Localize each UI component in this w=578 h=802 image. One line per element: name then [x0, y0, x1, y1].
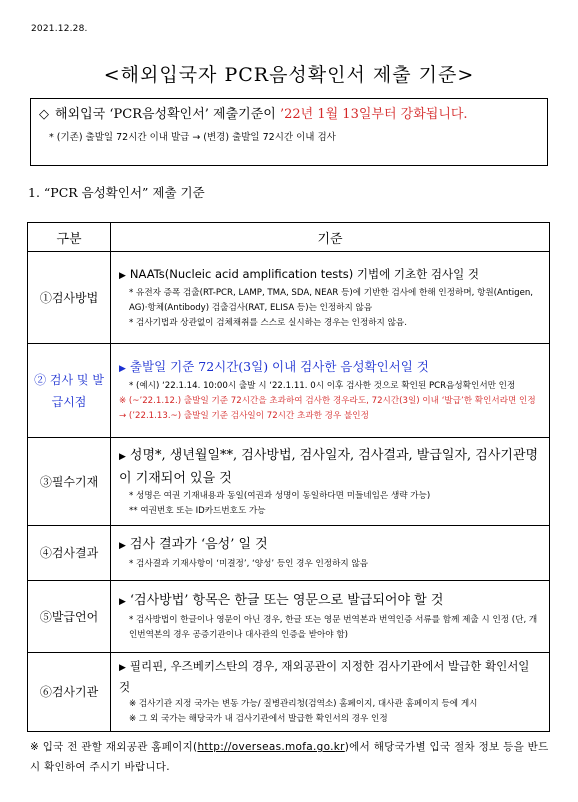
main-text: 검사 결과가 ‘음성’ 일 것 — [129, 537, 268, 552]
row-content — [111, 581, 550, 653]
main-text: 출발일 기준 72시간(3일) 이내 검사한 음성확인서일 것 — [129, 359, 429, 374]
row-main-criterion — [119, 590, 543, 613]
row-note: * 검사방법이 한글이나 영문이 아닌 경우, 한글 또는 영문 번역본과 번역인증 서류를 함께 제출 시 인정 (단, 개인번역본의 경우 공증기관이나 대사관의 인증을 받아야 함) — [129, 615, 538, 640]
row-note: ※ 그 외 국가는 해당국가 내 검사기관에서 발급한 확인서의 경우 인정 — [129, 714, 388, 724]
row-content — [111, 526, 550, 581]
row-category: ①검사방법 — [28, 252, 111, 344]
main-text: NAATs(Nucleic acid amplification tests) 기법에 기초한 검사일 것 — [129, 266, 479, 281]
main-text: ‘검사방법’ 항목은 한글 또는 영문으로 발급되어야 할 것 — [129, 593, 444, 608]
row-category: ② 검사 및 발급시점 — [28, 344, 111, 438]
criteria-table — [27, 222, 550, 732]
diamond-icon: ◇ — [39, 107, 49, 122]
row-note: * (예시) ‘22.1.14. 10:00시 출발 시 ‘22.1.11. 0시 이후 검사한 것으로 확인된 PCR음성확인서만 인정 — [129, 381, 516, 391]
row-category: ⑤발급언어 — [28, 581, 111, 653]
notice-highlight: ’22년 1월 13일부터 강화됩니다. — [279, 107, 468, 122]
triangle-bullet-icon: ▶ — [119, 541, 126, 551]
table-row — [28, 526, 550, 581]
document-title: <해외입국자 PCR음성확인서 제출 기준> — [103, 64, 475, 86]
footer-text-after: )에서 해당국가별 입국 절차 정보 등을 반드시 확인하여 주시기 바랍니다. — [30, 741, 549, 773]
notice-headline — [39, 104, 539, 125]
header-category: 구분 — [28, 223, 111, 252]
triangle-bullet-icon: ▶ — [119, 270, 126, 281]
row-category: ③필수기재 — [28, 438, 111, 526]
table-header-row — [28, 223, 550, 252]
row-note: * 유전자 증폭 검출(RT-PCR, LAMP, TMA, SDA, NEAR 등)에 기반한 검사에 한해 인정하며, 항원(Antigen, AG)·항체(Antibody) 검출검사(RAT, ELISA 등)는 인정하지 않음 — [129, 287, 534, 313]
notice-prefix: 해외입국 ‘PCR음성확인서’ 제출기준이 — [55, 107, 276, 122]
row-note: ※ 검사기관 지정 국가는 변동 가능/ 질병관리청(검역소) 홈페이지, 대사관 홈페이지 등에 게시 — [129, 699, 478, 709]
document-date: 2021.12.28. — [31, 24, 88, 34]
row-note: ** 여권번호 또는 ID카드번호도 가능 — [129, 505, 266, 516]
notice-box — [30, 98, 548, 166]
table-row — [28, 252, 550, 344]
row-main-criterion — [119, 534, 543, 557]
row-content — [111, 252, 550, 344]
row-main-criterion — [119, 265, 543, 286]
row-note: * 검사결과 기재사항이 ‘미결정’, ‘양성’ 등인 경우 인정하지 않음 — [129, 559, 369, 569]
row-content — [111, 438, 550, 526]
footer-text-before: ※ 입국 전 관할 재외공관 홈페이지( — [30, 741, 198, 753]
row-category: ④검사결과 — [28, 526, 111, 581]
row-content — [111, 344, 550, 438]
row-main-criterion — [119, 357, 543, 379]
table-row — [28, 438, 550, 526]
table-row — [28, 344, 550, 438]
row-content — [111, 653, 550, 732]
triangle-bullet-icon: ▶ — [119, 451, 126, 462]
triangle-bullet-icon: ▶ — [119, 597, 126, 607]
notice-detail: * (기존) 출발일 72시간 이내 발급 → (변경) 출발일 72시간 이내 검사 — [49, 132, 336, 143]
row-red-note: ※ (~’22.1.12.) 출발일 기준 72시간을 초과하여 검사한 경우라도, 72시간(3일) 이내 ‘발급’한 확인서라면 인정 → (’22.1.13.~) 출발일 기준 검사일이 72시간 초과한 경우 불인정 — [119, 396, 536, 421]
triangle-bullet-icon: ▶ — [119, 663, 126, 673]
row-note: * 검사기법과 상관없이 검체채취를 스스로 실시하는 경우는 인정하지 않음. — [129, 317, 407, 328]
row-note: * 성명은 여권 기재내용과 동일(여권과 성명이 동일하다면 미들네임은 생략 가능) — [129, 490, 431, 501]
embassy-link[interactable]: http://overseas.mofa.go.kr — [197, 741, 345, 753]
row-main-criterion — [119, 445, 543, 489]
main-text: 필리핀, 우즈베키스탄의 경우, 재외공관이 지정한 검사기관에서 발급한 확인서일 것 — [119, 659, 530, 694]
triangle-bullet-icon: ▶ — [119, 364, 126, 374]
main-text: 성명*, 생년월일**, 검사방법, 검사일자, 검사결과, 발급일자, 검사기관명이 기재되어 있을 것 — [119, 447, 539, 486]
section-heading: 1. “PCR 음성확인서” 제출 기준 — [28, 185, 205, 200]
row-main-criterion — [119, 657, 543, 697]
row-category: ⑥검사기관 — [28, 653, 111, 732]
table-row — [28, 581, 550, 653]
header-criteria: 기준 — [111, 223, 550, 252]
footer-note — [30, 737, 550, 777]
table-row — [28, 653, 550, 732]
